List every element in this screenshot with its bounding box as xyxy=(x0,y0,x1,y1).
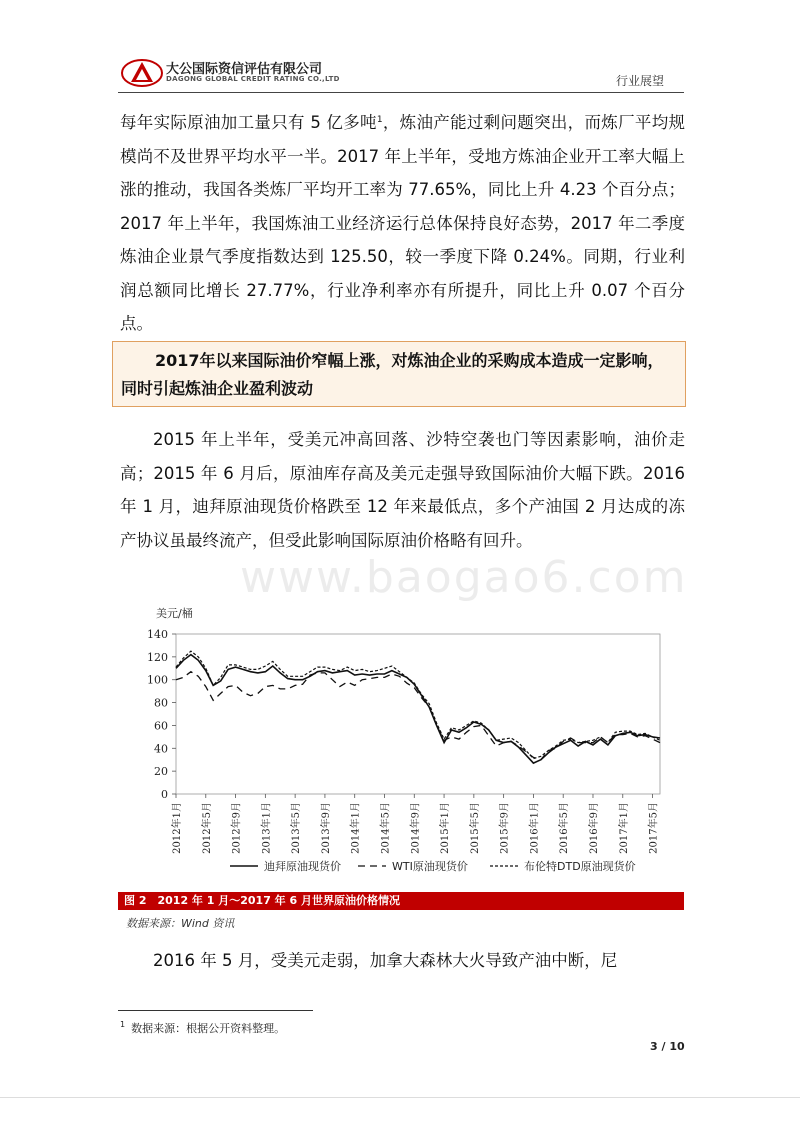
footer-divider xyxy=(0,1097,800,1098)
header-divider xyxy=(118,92,684,93)
x-tick-label: 2014年5月 xyxy=(380,802,392,854)
company-name-en: DAGONG GLOBAL CREDIT RATING CO.,LTD xyxy=(166,75,340,83)
body-paragraph-3 xyxy=(120,944,685,978)
y-tick-label: 120 xyxy=(147,650,168,664)
plot-frame xyxy=(176,634,660,794)
footnote-divider xyxy=(118,1010,313,1011)
para1-text: 每年实际原油加工量只有 5 亿多吨 xyxy=(120,113,377,132)
callout-text: 2017年以来国际油价窄幅上涨，对炼油企业的采购成本造成一定影响，同时引起炼油企业盈利波动 xyxy=(121,351,664,398)
series-line-1 xyxy=(176,655,660,764)
y-tick-label: 140 xyxy=(147,628,168,641)
x-tick-label: 2012年1月 xyxy=(172,802,183,854)
footnote xyxy=(120,1020,285,1036)
x-tick-label: 2015年5月 xyxy=(469,802,481,854)
x-tick-label: 2013年9月 xyxy=(320,802,332,854)
x-tick-label: 2012年9月 xyxy=(231,802,243,854)
x-tick-label: 2015年9月 xyxy=(499,802,511,854)
para1-text-rest: ，炼油产能过剩问题突出，而炼厂平均规模尚不及世界平均水平一半。2017 年上半年，受地方炼油企业开工率大幅上涨的推动，我国各类炼厂平均开工率为 77.65%，同比上升 4.23 个百分点；2017 年上半年，我国炼油工业经济运行总体保持良好态势，2017 年二季度炼油企业景气季度指数达到 125.50，较一季度下降 0.24%。同期，行业利润总额同比增长 27.77%，行业净利率亦有所提升，同比上升 0.07 个百分点。 xyxy=(120,113,685,333)
company-logo-icon xyxy=(120,58,164,88)
y-tick-label: 40 xyxy=(154,742,168,756)
x-tick-label: 2015年1月 xyxy=(440,802,452,854)
oil-price-chart xyxy=(118,600,684,890)
x-tick-label: 2013年1月 xyxy=(261,802,273,854)
company-name-cn: 大公国际资信评估有限公司 xyxy=(166,62,323,77)
footnote-mark: 1 xyxy=(120,1020,126,1029)
y-axis-unit-label: 美元/桶 xyxy=(156,607,193,620)
y-tick-label: 20 xyxy=(154,765,168,779)
y-tick-label: 80 xyxy=(154,696,168,710)
figure-caption: 图 2 2012 年 1 月～2017 年 6 月世界原油价格情况 xyxy=(118,892,684,910)
y-tick-label: 0 xyxy=(161,788,168,801)
section-title: 行业展望 xyxy=(616,74,665,88)
figure-source: 数据来源：Wind 资讯 xyxy=(126,917,235,930)
para3-text: 2016 年 5 月，受美元走弱，加拿大森林大火导致产油中断，尼 xyxy=(153,951,618,970)
x-tick-label: 2016年5月 xyxy=(559,802,571,854)
highlight-callout xyxy=(112,341,686,407)
x-tick-label: 2016年1月 xyxy=(529,802,541,854)
x-tick-label: 2017年5月 xyxy=(648,802,660,854)
x-tick-label: 2013年5月 xyxy=(291,802,303,854)
y-tick-label: 100 xyxy=(147,673,168,687)
y-tick-label: 60 xyxy=(154,719,168,733)
page-number: 3 / 10 xyxy=(650,1040,685,1053)
legend-label-2: WTI原油现货价 xyxy=(392,860,468,873)
watermark: www.baogao6.com xyxy=(240,552,688,603)
x-tick-label: 2014年1月 xyxy=(350,802,362,854)
footnote-ref[interactable]: 1 xyxy=(376,115,383,125)
footnote-text: 数据来源：根据公开资料整理。 xyxy=(131,1022,286,1035)
para2-text: 2015 年上半年，受美元冲高回落、沙特空袭也门等因素影响，油价走高；2015 年 6 月后，原油库存高及美元走强导致国际油价大幅下跌。2016 年 1 月，迪拜原油现货价格跌至 12 年来最低点，多个产油国 2 月达成的冻产协议虽最终流产，但受此影响国际原油价格略有回升。 xyxy=(120,430,685,550)
body-paragraph-1 xyxy=(120,106,685,341)
x-tick-label: 2017年1月 xyxy=(618,802,630,854)
legend-label-1: 迪拜原油现货价 xyxy=(264,860,341,873)
x-tick-label: 2016年9月 xyxy=(588,802,600,854)
series-line-2 xyxy=(176,672,660,760)
x-tick-label: 2012年5月 xyxy=(201,802,213,854)
x-tick-label: 2014年9月 xyxy=(410,802,422,854)
legend-label-3: 布伦特DTD原油现货价 xyxy=(524,860,636,873)
body-paragraph-2 xyxy=(120,423,685,557)
